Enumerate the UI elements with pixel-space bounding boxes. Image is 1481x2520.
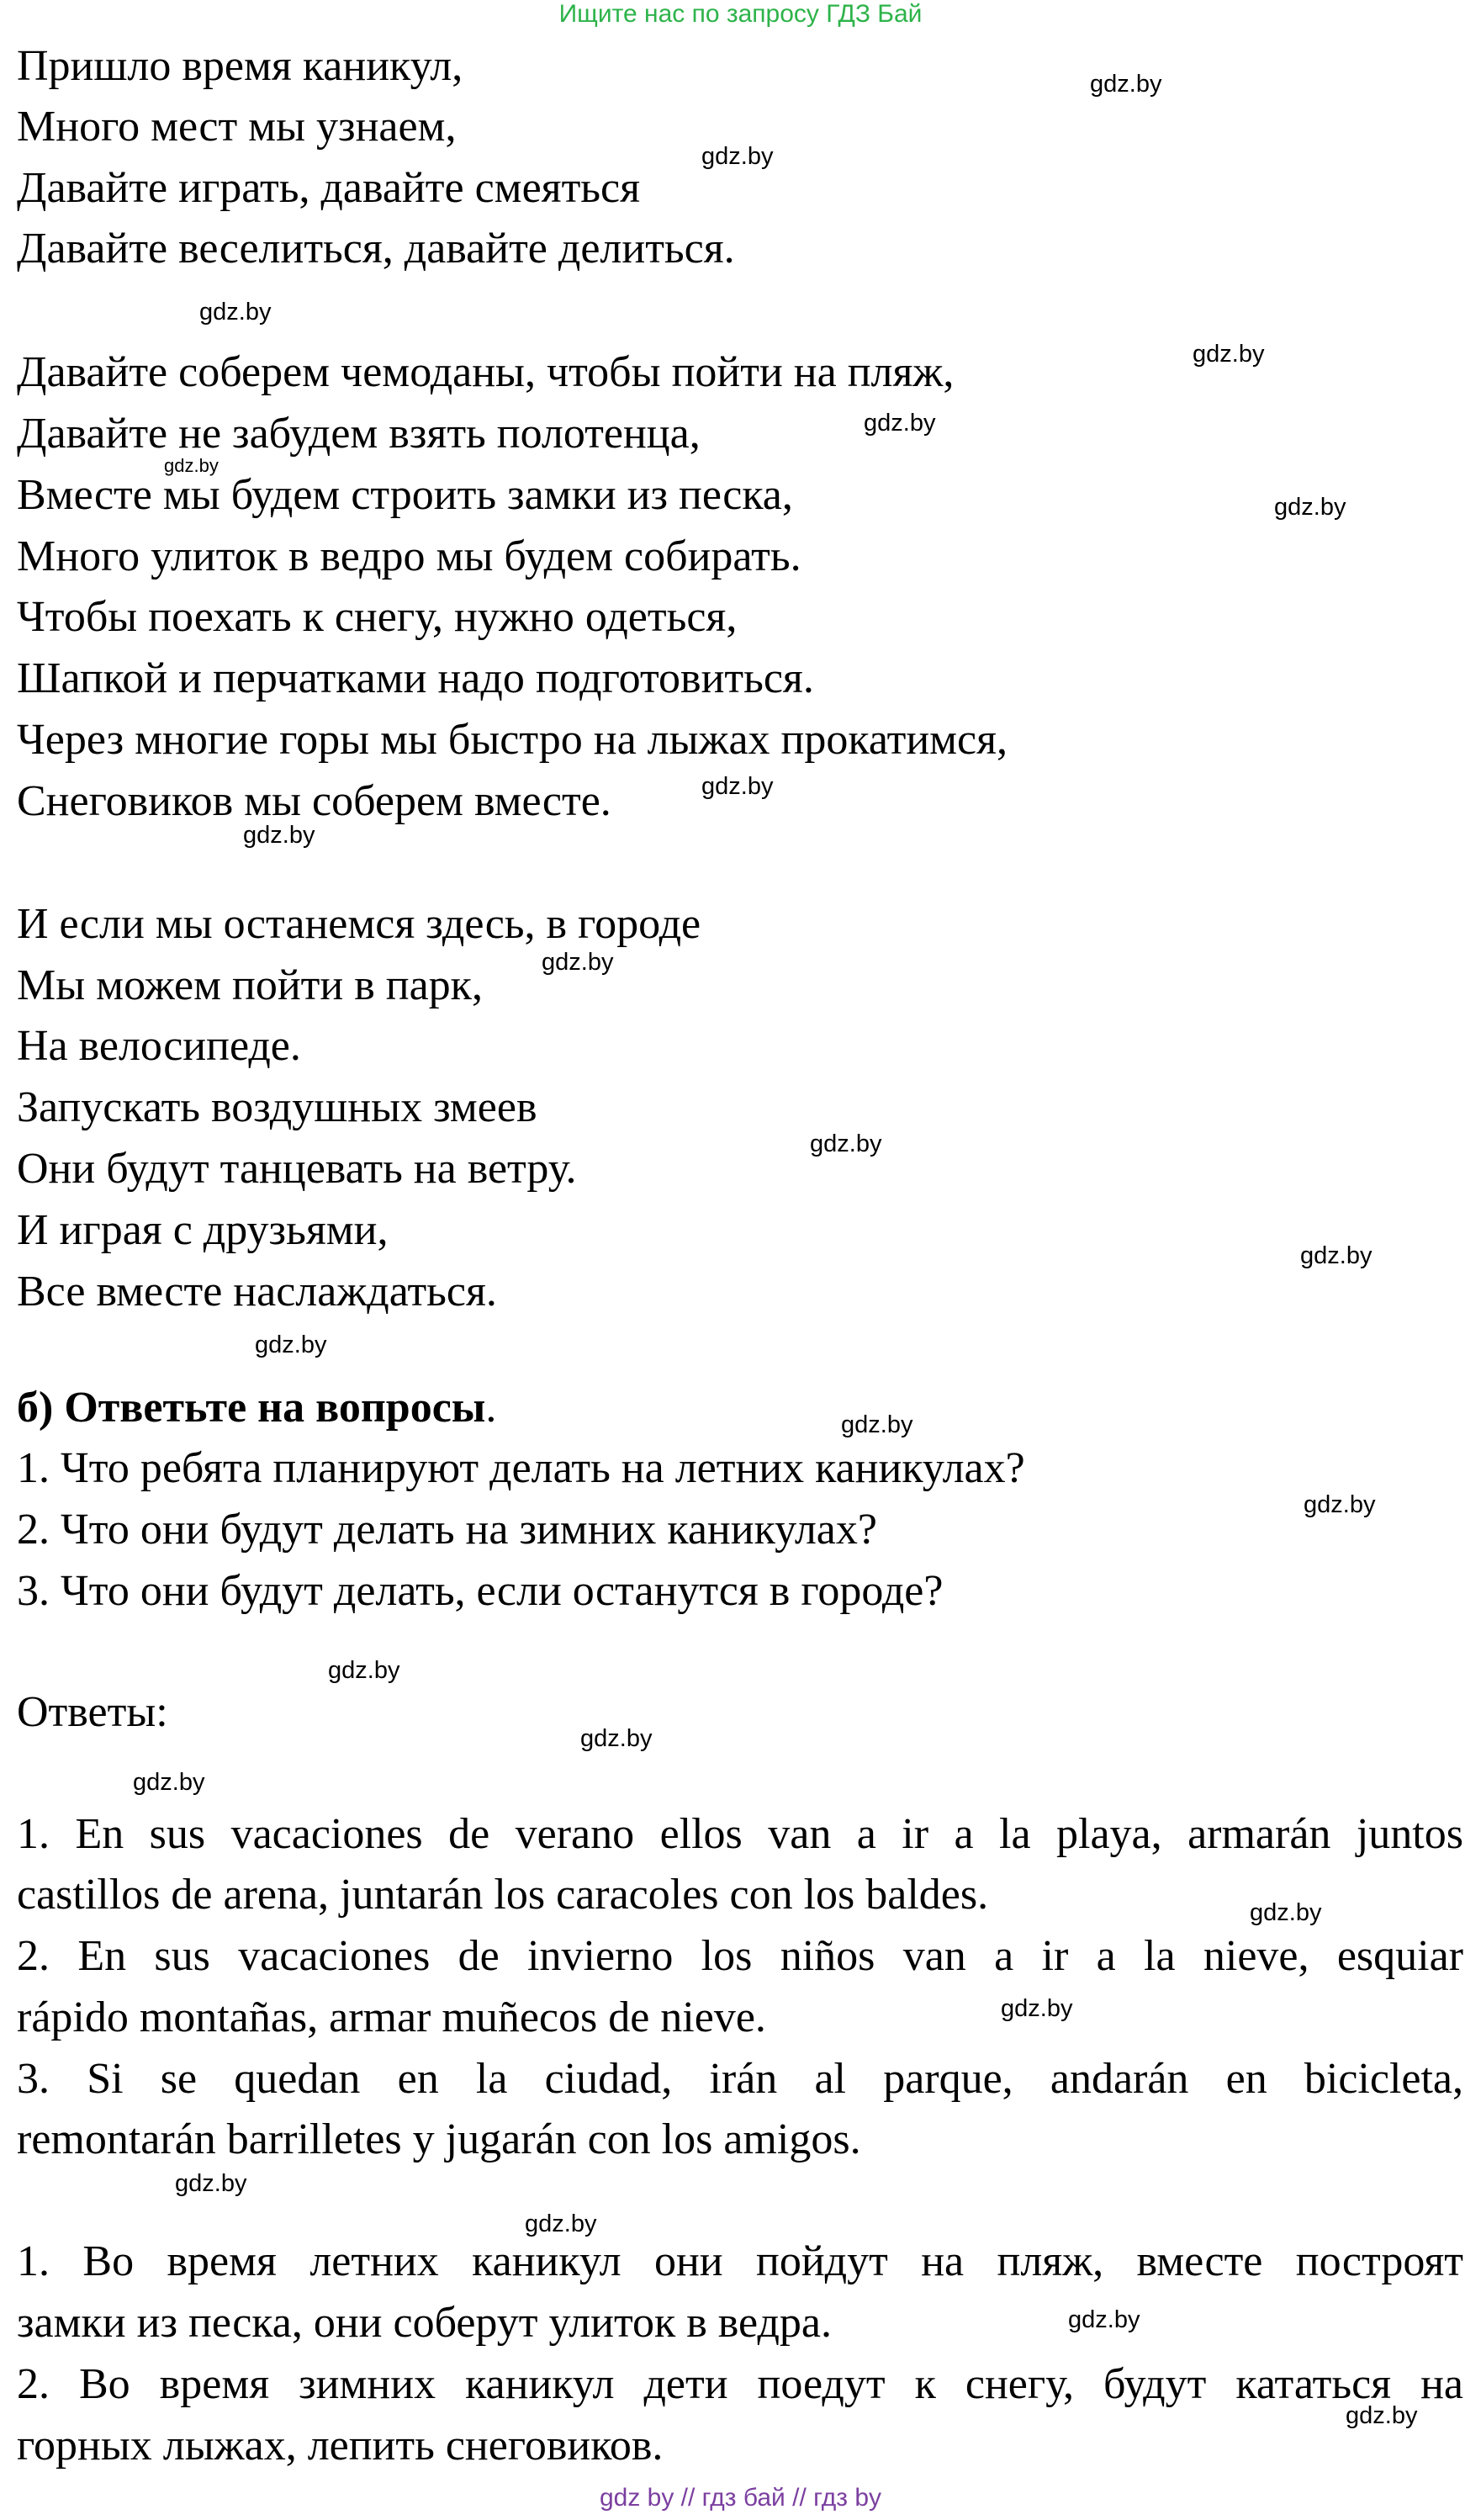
poem-line: Мы можем пойти в парк, [17,961,483,1009]
watermark: gdz.by [1001,1995,1073,2022]
poem-line: И играя с друзьями, [17,1206,389,1254]
poem-line: Они будут танцевать на ветру. [17,1145,577,1193]
task-heading [17,1382,1463,1434]
poem-line: Запускать воздушных змеев [17,1083,537,1131]
top-banner[interactable]: Ищите нас по запросу ГДЗ Бай [558,0,923,28]
poem-line: Давайте играть, давайте смеяться [17,164,640,212]
answer-line: замки из песка, они соберут улиток в ведра. [17,2299,832,2347]
watermark: gdz.by [701,143,774,170]
watermark: gdz.by [1304,1491,1376,1518]
answer-line: горных лыжах, лепить снеговиков. [17,2422,664,2470]
watermark: gdz.by [328,1657,400,1684]
watermark: gdz.by [841,1411,913,1438]
poem-line: Давайте не забудем взять полотенца, [17,410,701,458]
watermark: gdz.by [1274,494,1346,521]
watermark: gdz.by [243,822,315,849]
poem-line: Снеговиков мы соберем вместе. [17,777,611,825]
watermark: gdz.by [175,2170,247,2197]
watermark: gdz.by [1250,1899,1322,1926]
poem-line: Много мест мы узнаем, [17,103,457,151]
bottom-banner[interactable]: gdz by // гдз бай // гдз by [599,2484,882,2512]
answer-line: castillos de arena, juntarán los caracoles con los baldes. [17,1871,989,1919]
poem-line: Много улиток в ведро мы будем собирать. [17,532,801,580]
watermark: gdz.by [199,299,272,326]
poem-line: Шапкой и перчатками надо подготовиться. [17,654,814,702]
poem-line: Вместе мы будем строить замки из песка, [17,471,793,519]
watermark: gdz.by [542,949,614,976]
poem-line: Давайте веселиться, давайте делиться. [17,225,735,273]
poem-line: И если мы останемся здесь, в городе [17,900,701,948]
poem-line: Все вместе наслаждаться. [17,1268,497,1316]
question: 3. Что они будут делать, если останутся в городе? [17,1567,944,1615]
watermark: gdz.by [164,455,219,476]
watermark: gdz.by [1346,2402,1418,2429]
answer-line: rápido montañas, armar muñecos de nieve. [17,1993,766,2041]
watermark: gdz.by [810,1130,882,1157]
watermark: gdz.by [864,410,936,437]
watermark: gdz.by [701,773,774,800]
watermark: gdz.by [580,1725,653,1752]
answers-label: Ответы: [17,1688,168,1736]
question: 1. Что ребята планируют делать на летних каникулах? [17,1444,1025,1492]
answer-line: 3. Si se quedan en la ciudad, irán al parque, andarán en bicicleta, [17,2055,1463,2103]
poem-line: Через многие горы мы быстро на лыжах прокатимся, [17,716,1008,764]
task-heading-dot: . [485,1384,497,1432]
answer-line: remontarán barrilletes y jugarán con los amigos. [17,2115,861,2163]
answer-line: 1. Во время летних каникул они пойдут на пляж, вместе построят [17,2237,1463,2285]
answer-line: 2. En sus vacaciones de invierno los niños van a ir a la nieve, esquiar [17,1932,1463,1980]
watermark: gdz.by [1193,341,1265,368]
watermark: gdz.by [133,1769,205,1796]
question: 2. Что они будут делать на зимних каникулах? [17,1506,877,1554]
answer-line: 2. Во время зимних каникул дети поедут к снегу, будут кататься на [17,2360,1463,2408]
watermark: gdz.by [1300,1242,1373,1269]
poem-line: Давайте соберем чемоданы, чтобы пойти на пляж, [17,348,955,396]
poem-line: На велосипеде. [17,1022,301,1070]
watermark: gdz.by [1090,71,1162,98]
answer-line: 1. En sus vacaciones de verano ellos van a ir a la playa, armarán juntos [17,1810,1463,1858]
watermark: gdz.by [525,2210,597,2237]
watermark: gdz.by [1068,2306,1140,2333]
watermark: gdz.by [255,1331,327,1358]
poem-line: Пришло время каникул, [17,42,463,90]
task-heading-bold: б) Ответьте на вопросы [17,1384,486,1432]
poem-line: Чтобы поехать к снегу, нужно одеться, [17,593,738,641]
